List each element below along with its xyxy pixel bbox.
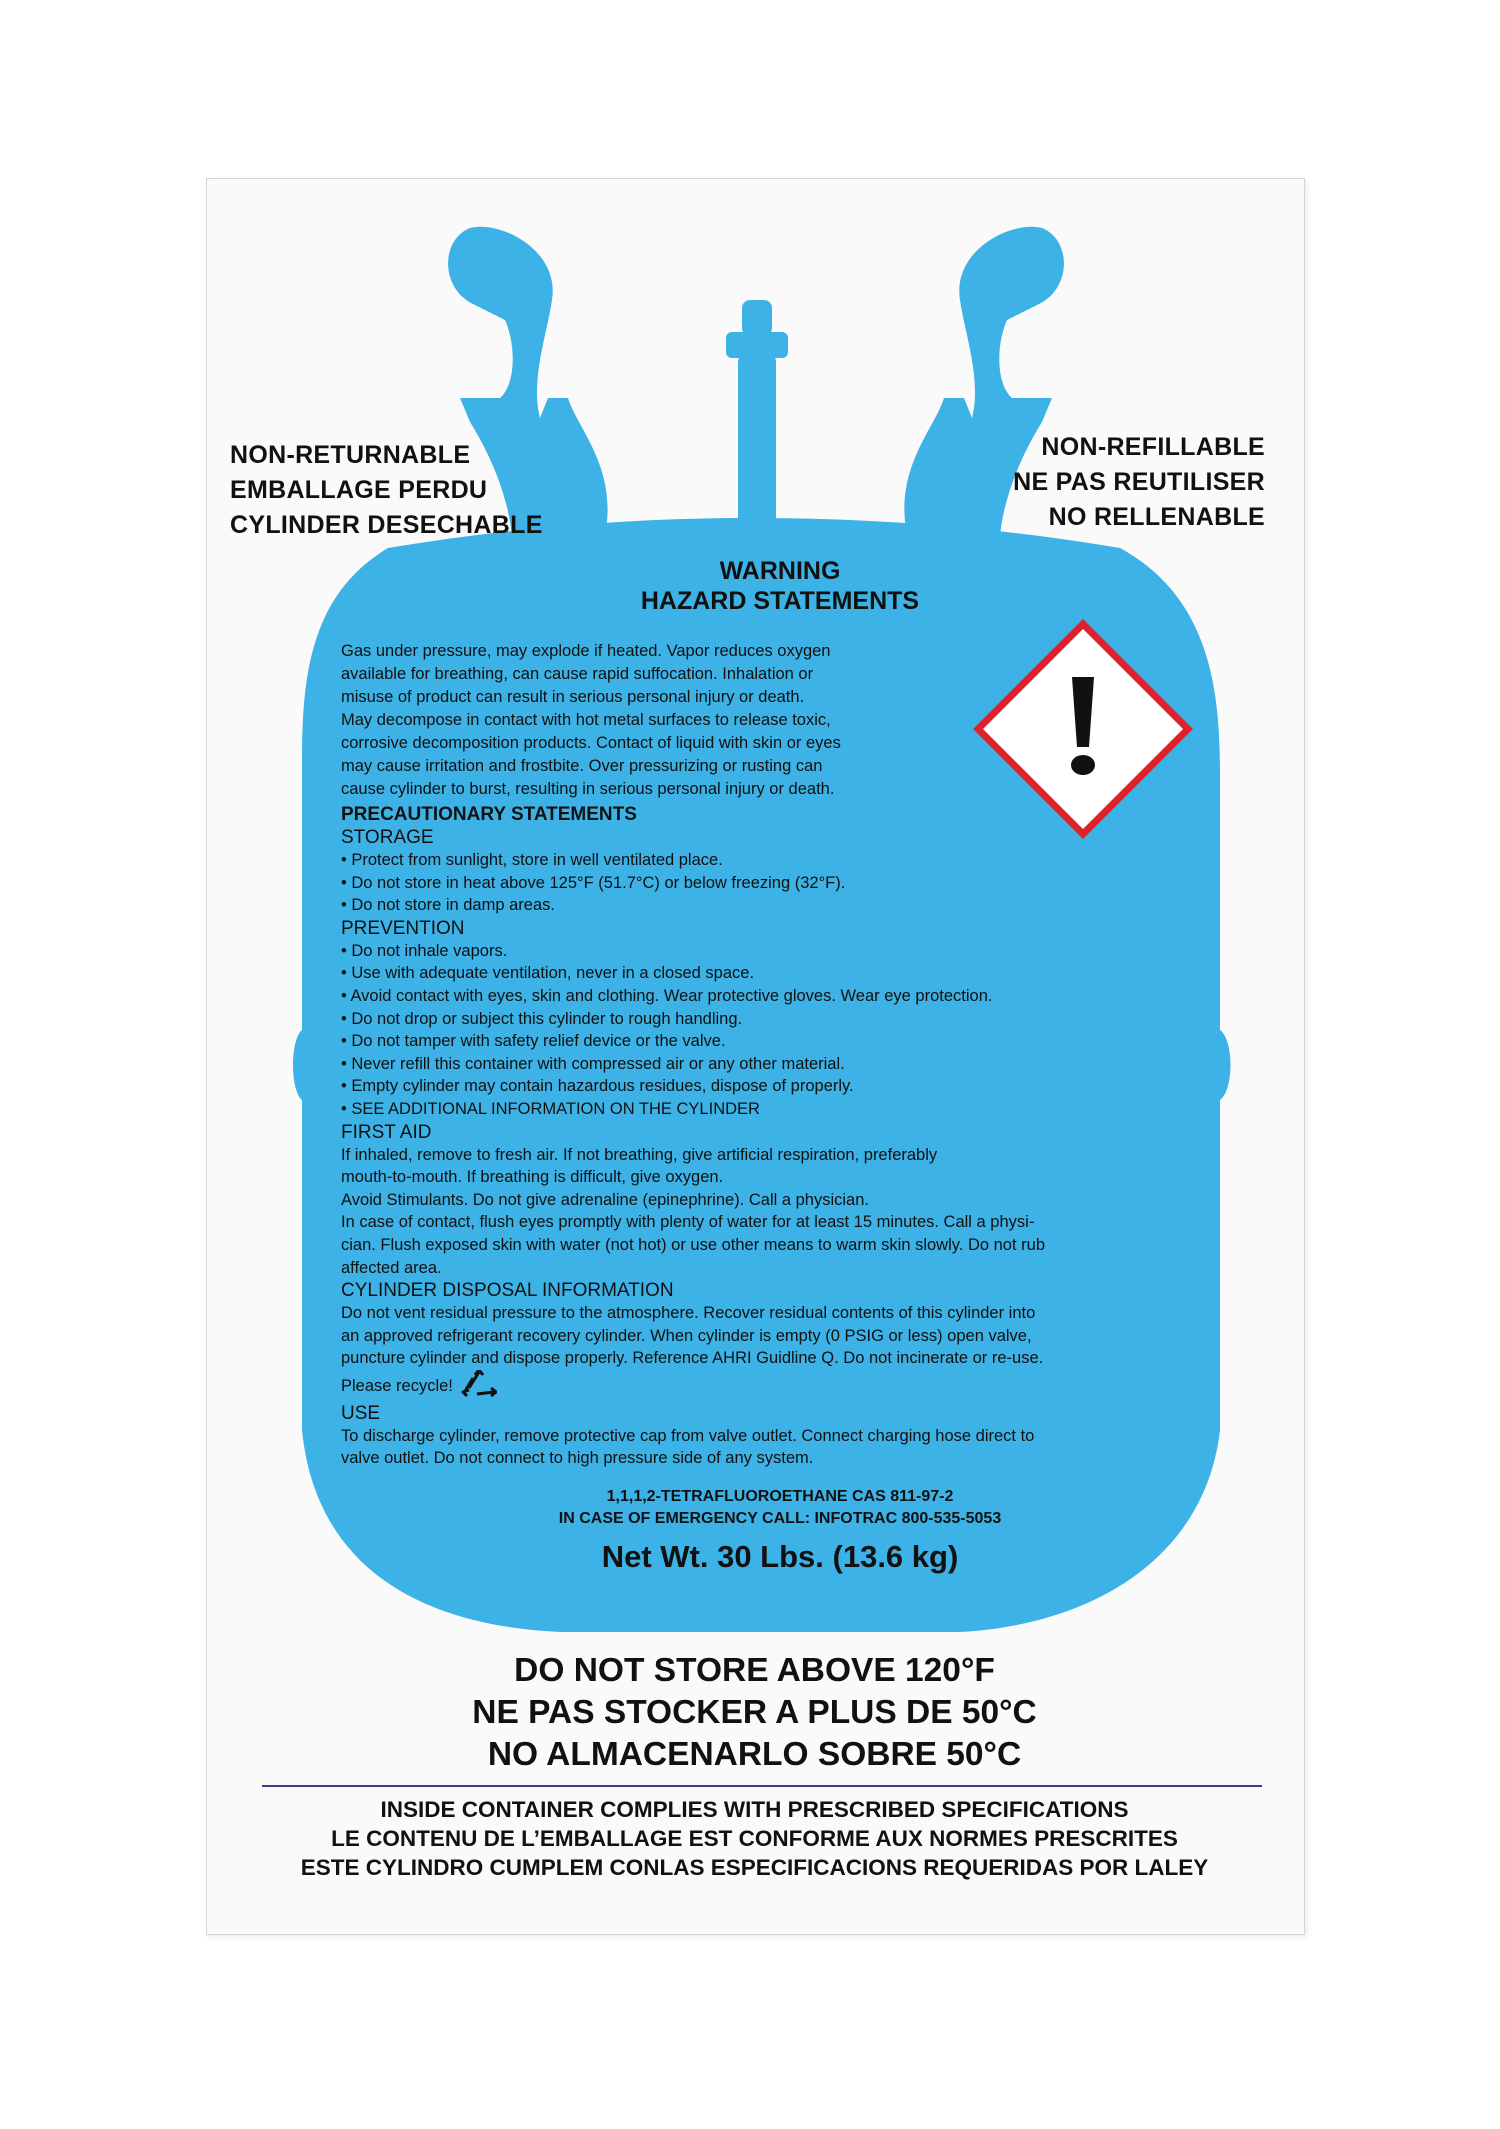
net-weight: Net Wt. 30 Lbs. (13.6 kg) bbox=[601, 1539, 959, 1574]
storage-warning-line: NE PAS STOCKER A PLUS DE 50°C bbox=[472, 1694, 1037, 1731]
hazard-statements bbox=[341, 640, 981, 801]
storage-item: • Do not store in damp areas. bbox=[341, 896, 555, 915]
side-left-line: EMBALLAGE PERDU bbox=[230, 476, 488, 504]
prevention-item: • Do not drop or subject this cylinder to rough handling. bbox=[341, 1009, 743, 1028]
valve-cap bbox=[742, 300, 772, 336]
prevention-item: • Avoid contact with eyes, skin and clothing. Wear protective gloves. Wear eye protection. bbox=[341, 986, 993, 1005]
use-line: To discharge cylinder, remove protective cap from valve outlet. Connect charging hose direct to bbox=[341, 1426, 1035, 1445]
compliance-line: LE CONTENU DE L’EMBALLAGE EST CONFORME AUX NORMES PRESCRITES bbox=[331, 1826, 1178, 1851]
disposal-heading: CYLINDER DISPOSAL INFORMATION bbox=[341, 1280, 674, 1302]
storage-item: • Protect from sunlight, store in well ventilated place. bbox=[341, 851, 723, 869]
recycle-text: Please recycle! bbox=[341, 1376, 453, 1395]
first-aid-line: In case of contact, flush eyes promptly with plenty of water for at least 15 minutes. Call a physi- bbox=[341, 1213, 1035, 1232]
hazard-line: may cause irritation and frostbite. Over pressurizing or rusting can bbox=[341, 757, 823, 775]
valve-stem bbox=[738, 352, 776, 532]
hazard-line: May decompose in contact with hot metal surfaces to release toxic, bbox=[341, 711, 831, 729]
recycle-row bbox=[341, 1370, 1221, 1402]
compliance-line: INSIDE CONTAINER COMPLIES WITH PRESCRIBED SPECIFICATIONS bbox=[380, 1797, 1129, 1822]
prevention-item: • Never refill this container with compressed air or any other material. bbox=[341, 1054, 845, 1073]
disposal-line: Do not vent residual pressure to the atmosphere. Recover residual contents of this cylinder into bbox=[341, 1304, 1036, 1323]
warning-heading bbox=[560, 556, 1000, 616]
first-aid-heading: FIRST AID bbox=[341, 1121, 432, 1143]
side-right-line: NO RELLENABLE bbox=[1048, 503, 1265, 531]
side-label-left bbox=[230, 438, 543, 543]
storage-warning bbox=[206, 1650, 1303, 1776]
recycle-icon bbox=[461, 1370, 497, 1402]
disposal-line: an approved refrigerant recovery cylinder. When cylinder is empty (0 PSIG or less) open valve, bbox=[341, 1326, 1032, 1345]
prevention-item: • Do not tamper with safety relief device or the valve. bbox=[341, 1032, 726, 1051]
warning-title: WARNING bbox=[719, 557, 841, 585]
prevention-item: • SEE ADDITIONAL INFORMATION ON THE CYLINDER bbox=[341, 1099, 760, 1118]
storage-heading: STORAGE bbox=[341, 827, 434, 848]
side-label-right bbox=[980, 430, 1265, 535]
disposal-line: puncture cylinder and dispose properly. Reference AHRI Guidline Q. Do not incinerate or re-use. bbox=[341, 1349, 1044, 1368]
prevention-heading: PREVENTION bbox=[341, 917, 465, 939]
first-aid-line: mouth-to-mouth. If breathing is difficult, give oxygen. bbox=[341, 1168, 724, 1187]
divider bbox=[262, 1785, 1262, 1787]
compliance-line: ESTE CYLINDRO CUMPLEM CONLAS ESPECIFICACIONS REQUERIDAS POR LALEY bbox=[300, 1855, 1209, 1880]
side-left-line: CYLINDER DESECHABLE bbox=[230, 511, 543, 539]
emergency-contact: IN CASE OF EMERGENCY CALL: INFOTRAC 800-535-5053 bbox=[558, 1510, 1002, 1527]
storage-warning-line: DO NOT STORE ABOVE 120°F bbox=[514, 1652, 995, 1689]
first-aid-line: cian. Flush exposed skin with water (not hot) or use other means to warm skin slowly. Do not rub bbox=[341, 1235, 1045, 1254]
side-right-line: NON-REFILLABLE bbox=[1041, 433, 1265, 461]
prevention-item: • Empty cylinder may contain hazardous residues, dispose of properly. bbox=[341, 1077, 854, 1096]
chemical-name: 1,1,1,2-TETRAFLUOROETHANE CAS 811-97-2 bbox=[606, 1488, 954, 1505]
side-left-line: NON-RETURNABLE bbox=[230, 441, 471, 469]
hazard-line: corrosive decomposition products. Contact of liquid with skin or eyes bbox=[341, 734, 841, 752]
use-heading: USE bbox=[341, 1402, 381, 1424]
hazard-line: Gas under pressure, may explode if heated. Vapor reduces oxygen bbox=[341, 642, 831, 660]
hazard-line: available for breathing, can cause rapid suffocation. Inhalation or bbox=[341, 665, 814, 683]
first-aid-line: affected area. bbox=[341, 1258, 442, 1277]
hazard-line: cause cylinder to burst, resulting in serious personal injury or death. bbox=[341, 780, 835, 798]
hazard-statements-title: HAZARD STATEMENTS bbox=[640, 587, 920, 615]
first-aid-line: If inhaled, remove to fresh air. If not breathing, give artificial respiration, preferably bbox=[341, 1145, 938, 1164]
precautionary-statements bbox=[341, 803, 1221, 1470]
side-right-line: NE PAS REUTILISER bbox=[1013, 468, 1265, 496]
prevention-item: • Use with adequate ventilation, never in a closed space. bbox=[341, 964, 755, 983]
compliance-statement bbox=[206, 1795, 1303, 1882]
use-line: valve outlet. Do not connect to high pressure side of any system. bbox=[341, 1449, 814, 1468]
prevention-item: • Do not inhale vapors. bbox=[341, 941, 508, 960]
first-aid-line: Avoid Stimulants. Do not give adrenaline (epinephrine). Call a physician. bbox=[341, 1190, 869, 1209]
storage-warning-line: NO ALMACENARLO SOBRE 50°C bbox=[487, 1736, 1022, 1773]
storage-item: • Do not store in heat above 125°F (51.7°C) or below freezing (32°F). bbox=[341, 873, 846, 892]
precautionary-heading: PRECAUTIONARY STATEMENTS bbox=[341, 804, 637, 825]
hazard-line: misuse of product can result in serious personal injury or death. bbox=[341, 688, 805, 706]
chemical-info bbox=[440, 1486, 1120, 1530]
